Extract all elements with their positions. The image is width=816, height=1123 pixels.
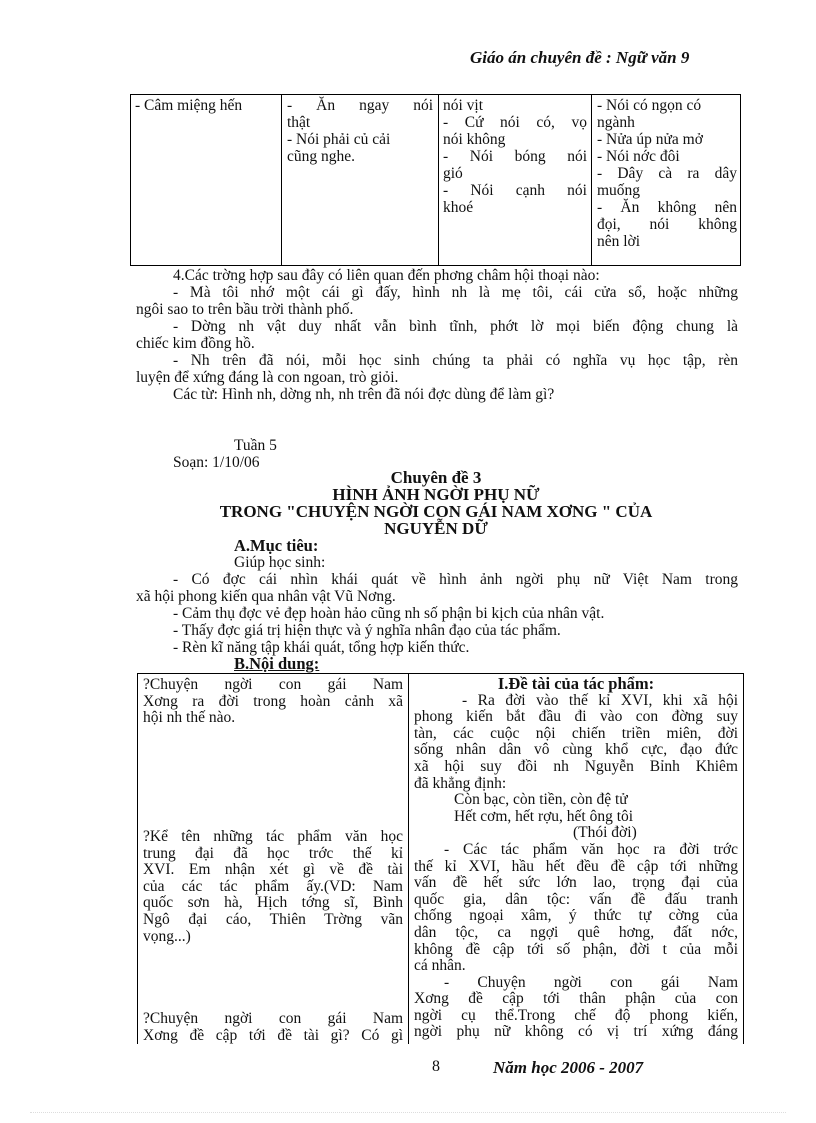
table-divider [281, 95, 282, 265]
section-heading: B.Nội dung: [234, 654, 320, 673]
week-label: Tuần 5 [234, 437, 277, 454]
question-cell: ?Chuyện ngời con gái Nam Xơng đề cập tới đề tài gì? Có gì [143, 1010, 403, 1044]
question-cell: ?Chuyện ngời con gái Nam Xơng ra đời trong hoàn cảnh xã hội nh thế nào. [143, 676, 403, 727]
page-edge [30, 1112, 786, 1113]
topic-title: Chuyên đề 3 HÌNH ẢNH NGỜI PHỤ NỮ TRONG "CHUYỆN NGỜI CON GÁI NAM XƠNG " CỦA NGUYỄN DỮ [219, 468, 653, 538]
table-cell-col2: - Ăn ngay nói thật - Nói phải củ cải cũng nghe. [287, 97, 433, 165]
section-heading: A.Mục tiêu: [234, 536, 319, 555]
prepared-date: Soạn: 1/10/06 [173, 454, 260, 471]
table-cell-col1: - Câm miệng hến [135, 97, 243, 114]
table-divider [438, 95, 439, 265]
document-header: Giáo án chuyên đề : Ngữ văn 9 [470, 48, 690, 67]
content-table [137, 673, 744, 1044]
table-divider [591, 95, 592, 265]
school-year: Năm học 2006 - 2007 [493, 1058, 644, 1077]
idioms-table [130, 94, 741, 266]
answer-cell: I.Đề tài của tác phẩm: - Ra đời vào thế kỉ XVI, khi xã hội phong kiến bắt đầu đi vào con đờng suy tàn, các cuộc nội chiến triền miên, đời sống nhân dân vô cùng khổ cực, đạo đức xã hội suy đồi nh Nguyễn Bỉnh Khiêm đã khẳng định: Còn bạc, còn tiền, còn đệ tử Hết cơm, hết rợu, hết ông tôi (Thói đời) - Các tác phẩm văn học ra đời trớc thế kỉ XVI, hầu hết đều đề cập tới những vấn đề hết sức lớn lao, trọng đại của quốc gia, dân tộc: vấn đề đấu tranh chống ngoại xâm, ý thức tự cờng của dân tộc, ca ngợi quê hơng, đất nớc, không đề cập tới số phận, đời t của mỗi cá nhân. - Chuyện ngời con gái Nam Xơng đề cập tới thân phận của con ngời cụ thể.Trong chế độ phong kiến, ngời phụ nữ không có vị trí xứng đáng [414, 674, 738, 1041]
table-divider [408, 674, 409, 1044]
table-cell-col4: - Nói có ngọn có ngành - Nửa úp nửa mở - Nói nớc đôi - Dây cà ra dây muống - Ăn không nên đọi, nói không nên lời [597, 97, 737, 250]
section-heading: I.Đề tài của tác phẩm: [497, 674, 655, 693]
table-cell-col3: nói vịt - Cứ nói có, vọ nói không - Nói bóng nói gió - Nói cạnh nói khoé [443, 97, 587, 216]
question-cell: ?Kể tên những tác phẩm văn học trung đại đã học trớc thế kỉ XVI. Em nhận xét gì về đề tài của các tác phẩm ấy.(VD: Nam quốc sơn hà, Hịch tớng sĩ, Bình Ngô đại cáo, Thiên Trờng vãn vọng...) [143, 828, 403, 945]
page-number: 8 [432, 1058, 440, 1075]
